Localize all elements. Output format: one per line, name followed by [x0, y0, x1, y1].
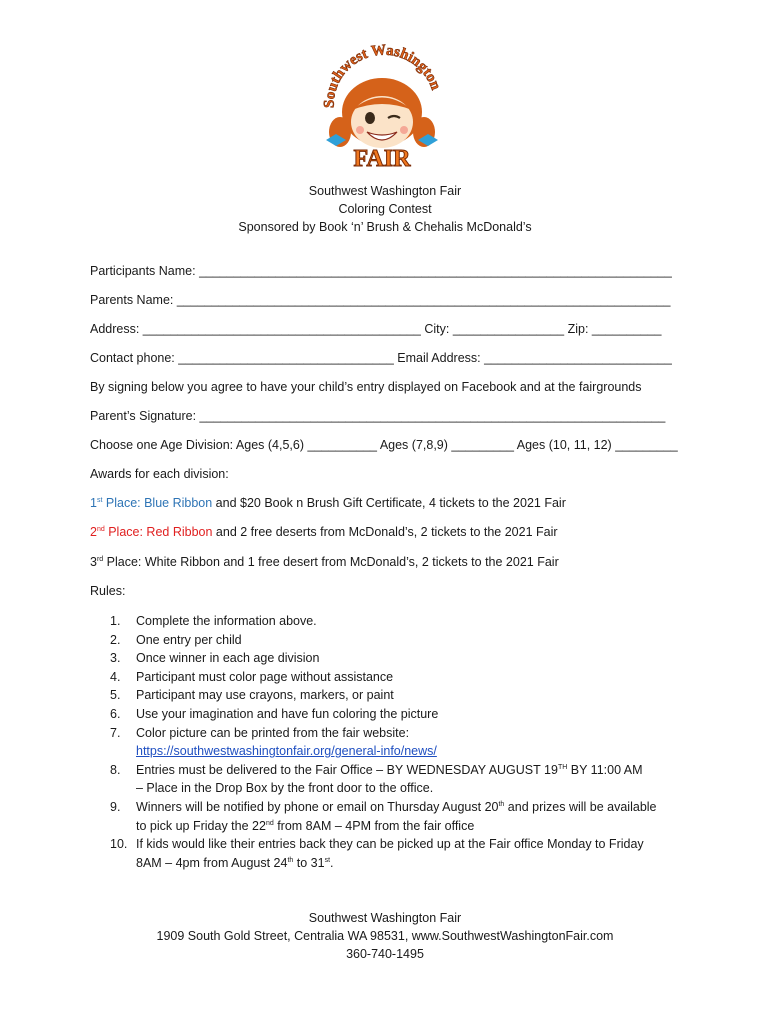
- age-4-6-option[interactable]: Choose one Age Division: Ages (4,5,6) __________: [90, 438, 378, 452]
- email-field[interactable]: Email Address: ___________________________: [397, 351, 672, 365]
- second-place-ribbon: Place: Red Ribbon: [104, 525, 213, 539]
- third-place-num: 3: [90, 555, 97, 569]
- first-place-ribbon: Place: Blue Ribbon: [102, 496, 213, 510]
- contact-row: [90, 351, 690, 365]
- rules-heading: Rules:: [90, 584, 126, 598]
- contact-phone-field[interactable]: Contact phone: _______________________________: [90, 351, 394, 365]
- list-item: 1. Complete the information above.: [110, 614, 317, 628]
- fair-website-link[interactable]: https://southwestwashingtonfair.org/general-info/news/: [136, 744, 437, 759]
- consent-text: By signing below you agree to have your child’s entry displayed on Facebook and at the fairgrounds: [90, 380, 642, 394]
- list-item: 5. Participant may use crayons, markers, or paint: [110, 688, 394, 703]
- list-item: 10. If kids would like their entries back they can be picked up at the Fair office Monday to Friday 8AM – 4pm from August 24th to 31st.: [110, 837, 644, 870]
- footer-address: 1909 South Gold Street, Centralia WA 98531, www.SouthwestWashingtonFair.com: [156, 929, 614, 943]
- third-place-sup: rd: [96, 555, 104, 563]
- age-10-12-option[interactable]: Ages (10, 11, 12) _________: [516, 438, 678, 452]
- second-place-sup: nd: [96, 525, 105, 533]
- first-place-num: 1: [90, 496, 97, 510]
- parents-name-field[interactable]: Parents Name: _______________________________________________________________________: [90, 293, 671, 307]
- age-division-row: [90, 438, 690, 452]
- list-item: 4. Participant must color page without assistance: [110, 669, 394, 684]
- list-item: 7. Color picture can be printed from the fair website: https://southwestwashingtonfair.org/general-info/news/: [110, 725, 437, 759]
- footer-phone: 360-740-1495: [346, 947, 424, 961]
- list-item: 9. Winners will be notified by phone or email on Thursday August 20th and prizes will be available to pick up Friday the 22nd from 8AM – 4PM from the fair office: [110, 799, 657, 833]
- logo-fair-text: FAIR: [353, 146, 411, 170]
- second-place-prize: and 2 free deserts from McDonald’s, 2 tickets to the 2021 Fair: [212, 525, 558, 539]
- city-field[interactable]: City: ________________: [424, 322, 565, 336]
- list-item: 2. One entry per child: [110, 632, 242, 647]
- footer-name: Southwest Washington Fair: [308, 911, 462, 925]
- first-place-sup: st: [96, 496, 103, 504]
- participant-name-field[interactable]: Participants Name: ____________________________________________________________________: [90, 264, 672, 278]
- list-item: 6. Use your imagination and have fun coloring the picture: [110, 706, 439, 721]
- awards-heading: Awards for each division:: [90, 467, 229, 481]
- header-subtitle: Coloring Contest: [338, 202, 432, 216]
- address-field[interactable]: Address: ________________________________________: [90, 322, 421, 336]
- header-sponsor: Sponsored by Book ‘n’ Brush & Chehalis McDonald’s: [238, 220, 532, 234]
- second-place-num: 2: [90, 525, 97, 539]
- list-item: 3. Once winner in each age division: [110, 651, 320, 666]
- address-row: [90, 322, 690, 336]
- logo-arc-text: Southwest Washington: [321, 42, 444, 109]
- award-first-place: [90, 496, 690, 510]
- third-place-prize: Place: White Ribbon and 1 free desert from McDonald’s, 2 tickets to the 2021 Fair: [103, 555, 559, 569]
- rules-list: [90, 612, 690, 872]
- list-item: 8. Entries must be delivered to the Fair Office – BY WEDNESDAY AUGUST 19TH BY 11:00 AM – Place in the Drop Box by the front door to the office.: [110, 762, 643, 796]
- zip-field[interactable]: Zip: __________: [567, 322, 662, 336]
- document-header: [0, 182, 770, 236]
- first-place-prize: and $20 Book n Brush Gift Certificate, 4 tickets to the 2021 Fair: [212, 496, 566, 510]
- award-second-place: [90, 525, 690, 539]
- signature-field[interactable]: Parent’s Signature: ___________________________________________________________________: [90, 409, 666, 423]
- award-third-place: [90, 555, 690, 569]
- document-footer: [0, 909, 770, 963]
- fair-logo: [312, 40, 452, 170]
- header-title: Southwest Washington Fair: [308, 184, 462, 198]
- age-7-9-option[interactable]: Ages (7,8,9) _________: [379, 438, 514, 452]
